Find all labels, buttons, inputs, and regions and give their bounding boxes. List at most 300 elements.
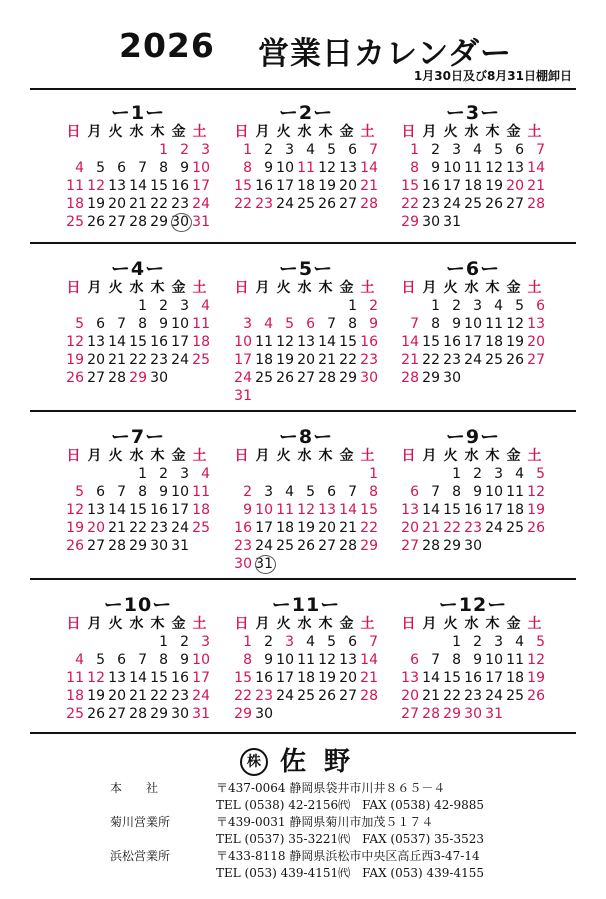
day-cell: 8 <box>159 160 168 176</box>
week-row <box>231 633 381 651</box>
day-cell: 1 <box>452 466 461 482</box>
month-grid <box>63 279 213 387</box>
week-row <box>398 483 548 501</box>
week-row <box>231 651 381 669</box>
week-row <box>63 141 213 159</box>
empty-cell <box>273 705 294 723</box>
day-cell: 27 <box>297 370 315 386</box>
day-cell: 23 <box>255 688 273 704</box>
weekday-label: 金 <box>506 616 521 632</box>
day-cell: 17 <box>255 520 273 536</box>
month-title: ー7ー <box>110 426 166 448</box>
week-row <box>231 555 381 573</box>
day-cell: 18 <box>192 334 210 350</box>
day-cell: 1 <box>369 466 378 482</box>
weekday-label: 日 <box>66 448 81 464</box>
day-cell: 19 <box>485 178 503 194</box>
empty-cell <box>461 213 482 231</box>
weekday-label: 金 <box>171 124 186 140</box>
week-row <box>63 669 213 687</box>
day-cell: 2 <box>159 298 168 314</box>
day-cell: 5 <box>75 484 84 500</box>
day-cell: 10 <box>192 160 210 176</box>
day-cell: 1 <box>159 634 168 650</box>
day-cell: 9 <box>369 316 378 332</box>
day-cell: 21 <box>108 352 126 368</box>
week-row <box>398 351 548 369</box>
weekday-label: 火 <box>443 616 458 632</box>
day-cell: 15 <box>129 334 147 350</box>
day-cell: 22 <box>234 196 252 212</box>
weekday-label: 日 <box>234 280 249 296</box>
day-cell: 5 <box>327 634 336 650</box>
weekday-label: 火 <box>108 448 123 464</box>
divider <box>30 410 576 412</box>
day-cell: 12 <box>485 160 503 176</box>
weekday-label: 火 <box>443 124 458 140</box>
empty-cell <box>294 387 315 405</box>
day-cell: 11 <box>192 484 210 500</box>
empty-cell <box>336 465 357 483</box>
day-cell: 13 <box>318 502 336 518</box>
day-cell: 28 <box>401 370 419 386</box>
day-cell: 6 <box>327 484 336 500</box>
day-cell: 27 <box>527 352 545 368</box>
empty-cell <box>419 465 440 483</box>
day-cell: 21 <box>129 196 147 212</box>
empty-cell <box>524 537 545 555</box>
weekday-label: 金 <box>339 280 354 296</box>
day-cell: 5 <box>515 298 524 314</box>
day-cell: 24 <box>255 538 273 554</box>
kabushiki-mark: 株 <box>240 748 268 776</box>
day-cell: 5 <box>96 160 105 176</box>
day-cell: 5 <box>494 142 503 158</box>
day-cell: 9 <box>431 160 440 176</box>
week-row <box>398 537 548 555</box>
day-cell: 7 <box>117 484 126 500</box>
day-cell: 30 <box>360 370 378 386</box>
month-grid <box>63 123 213 231</box>
day-cell: 27 <box>506 196 524 212</box>
weekday-label: 水 <box>464 280 479 296</box>
day-cell: 15 <box>360 502 378 518</box>
day-cell: 25 <box>276 538 294 554</box>
day-cell: 9 <box>473 652 482 668</box>
day-cell: 7 <box>327 316 336 332</box>
week-row <box>231 177 381 195</box>
week-row <box>231 297 381 315</box>
weekday-label: 火 <box>443 280 458 296</box>
day-cell: 10 <box>485 484 503 500</box>
day-cell: 12 <box>318 160 336 176</box>
day-cell: 30 <box>171 706 189 722</box>
day-cell: 6 <box>117 652 126 668</box>
empty-cell <box>336 555 357 573</box>
day-cell: 16 <box>422 178 440 194</box>
company-footer <box>0 735 606 899</box>
day-cell: 29 <box>234 706 252 722</box>
day-cell: 4 <box>201 298 210 314</box>
day-cell: 19 <box>506 334 524 350</box>
weekday-label: 木 <box>485 280 500 296</box>
weekday-label: 金 <box>339 448 354 464</box>
empty-cell <box>482 369 503 387</box>
day-cell: 27 <box>401 538 419 554</box>
calendar-year: 2026 <box>119 26 215 65</box>
week-row <box>231 483 381 501</box>
day-cell: 29 <box>339 370 357 386</box>
weekday-row <box>398 279 548 297</box>
weekday-label: 水 <box>297 448 312 464</box>
day-cell: 13 <box>108 670 126 686</box>
location-label: 浜松営業所 <box>110 849 171 863</box>
divider <box>30 242 576 244</box>
day-cell: 3 <box>285 142 294 158</box>
empty-cell <box>252 465 273 483</box>
day-cell: 10 <box>485 652 503 668</box>
weekday-label: 木 <box>485 124 500 140</box>
empty-cell <box>461 369 482 387</box>
week-row <box>231 537 381 555</box>
day-cell: 18 <box>192 502 210 518</box>
day-cell: 19 <box>87 688 105 704</box>
week-row <box>231 369 381 387</box>
day-cell: 4 <box>515 634 524 650</box>
day-cell: 15 <box>443 670 461 686</box>
day-cell: 21 <box>527 178 545 194</box>
day-cell: 20 <box>339 670 357 686</box>
week-row <box>398 213 548 231</box>
day-cell: 16 <box>171 670 189 686</box>
day-cell: 11 <box>66 178 84 194</box>
week-row <box>231 501 381 519</box>
day-cell: 3 <box>201 634 210 650</box>
weekday-label: 月 <box>422 616 437 632</box>
day-cell: 3 <box>180 298 189 314</box>
day-cell: 16 <box>150 334 168 350</box>
day-cell: 8 <box>452 484 461 500</box>
day-cell: 15 <box>150 178 168 194</box>
day-cell: 7 <box>138 652 147 668</box>
empty-cell <box>315 297 336 315</box>
day-cell: 30 <box>464 538 482 554</box>
month-grid <box>63 615 213 723</box>
empty-cell <box>231 465 252 483</box>
day-cell: 16 <box>360 334 378 350</box>
day-cell: 11 <box>276 502 294 518</box>
empty-cell <box>189 369 210 387</box>
week-row <box>398 297 548 315</box>
day-cell: 21 <box>422 520 440 536</box>
month-title: ー3ー <box>445 102 501 124</box>
weekday-label: 月 <box>87 280 102 296</box>
day-cell: 25 <box>464 196 482 212</box>
empty-cell <box>84 465 105 483</box>
week-row <box>231 333 381 351</box>
month-title: ー8ー <box>278 426 334 448</box>
week-row <box>398 333 548 351</box>
day-cell: 21 <box>422 688 440 704</box>
day-cell: 22 <box>234 688 252 704</box>
day-cell: 6 <box>306 316 315 332</box>
day-cell: 30 <box>150 370 168 386</box>
day-cell: 28 <box>108 370 126 386</box>
day-cell: 25 <box>66 706 84 722</box>
day-cell: 28 <box>108 538 126 554</box>
day-cell: 19 <box>66 352 84 368</box>
day-cell: 3 <box>285 634 294 650</box>
day-cell: 21 <box>339 520 357 536</box>
day-cell: 8 <box>348 316 357 332</box>
weekday-label: 月 <box>422 124 437 140</box>
empty-cell <box>105 633 126 651</box>
empty-cell <box>294 555 315 573</box>
day-cell: 12 <box>87 178 105 194</box>
day-cell: 4 <box>306 142 315 158</box>
day-cell: 17 <box>276 670 294 686</box>
day-cell: 29 <box>129 370 147 386</box>
day-cell: 7 <box>138 160 147 176</box>
empty-cell <box>357 387 378 405</box>
day-cell: 18 <box>506 670 524 686</box>
day-cell: 16 <box>150 502 168 518</box>
day-cell: 24 <box>464 352 482 368</box>
day-cell: 8 <box>159 652 168 668</box>
day-cell: 30 <box>150 538 168 554</box>
empty-cell <box>336 387 357 405</box>
weekday-label: 木 <box>318 448 333 464</box>
week-row <box>231 465 381 483</box>
day-cell: 9 <box>180 160 189 176</box>
weekday-row <box>231 279 381 297</box>
weekday-row <box>63 615 213 633</box>
weekday-label: 土 <box>360 616 375 632</box>
day-cell: 1 <box>138 466 147 482</box>
weekday-label: 日 <box>401 124 416 140</box>
week-row <box>398 705 548 723</box>
day-cell: 14 <box>129 178 147 194</box>
day-cell: 15 <box>234 670 252 686</box>
day-cell: 16 <box>464 502 482 518</box>
day-cell: 6 <box>96 484 105 500</box>
month-title: ー12ー <box>438 594 508 616</box>
day-cell: 24 <box>485 520 503 536</box>
day-cell: 24 <box>171 520 189 536</box>
week-row <box>231 315 381 333</box>
day-cell: 5 <box>327 142 336 158</box>
day-cell: 15 <box>401 178 419 194</box>
weekday-label: 水 <box>297 124 312 140</box>
weekday-label: 日 <box>234 124 249 140</box>
day-cell: 4 <box>473 142 482 158</box>
empty-cell <box>482 213 503 231</box>
day-cell: 31 <box>234 388 252 404</box>
day-cell: 5 <box>306 484 315 500</box>
weekday-label: 水 <box>129 124 144 140</box>
week-row <box>231 141 381 159</box>
day-cell: 13 <box>506 160 524 176</box>
weekday-label: 水 <box>297 280 312 296</box>
day-cell: 15 <box>150 670 168 686</box>
day-cell: 23 <box>255 196 273 212</box>
day-cell: 24 <box>192 196 210 212</box>
day-cell: 26 <box>527 688 545 704</box>
week-row <box>63 465 213 483</box>
empty-cell <box>419 633 440 651</box>
day-cell: 3 <box>452 142 461 158</box>
day-cell: 1 <box>243 634 252 650</box>
empty-cell <box>503 537 524 555</box>
day-cell: 11 <box>485 316 503 332</box>
day-cell: 9 <box>264 652 273 668</box>
month-grid <box>231 447 381 573</box>
day-cell: 28 <box>339 538 357 554</box>
empty-cell <box>105 141 126 159</box>
day-cell: 14 <box>422 502 440 518</box>
week-row <box>398 687 548 705</box>
day-cell: 25 <box>297 688 315 704</box>
day-cell: 24 <box>192 688 210 704</box>
day-cell: 18 <box>297 178 315 194</box>
day-cell: 13 <box>87 334 105 350</box>
empty-cell <box>482 537 503 555</box>
day-cell: 3 <box>473 298 482 314</box>
location-address: 〒437-0064 静岡県袋井市川井８６５－４ <box>216 781 446 795</box>
week-row <box>63 501 213 519</box>
day-cell: 9 <box>180 652 189 668</box>
day-cell: 14 <box>360 160 378 176</box>
empty-cell <box>315 705 336 723</box>
day-cell: 5 <box>536 466 545 482</box>
day-cell: 18 <box>255 352 273 368</box>
weekday-row <box>398 615 548 633</box>
day-cell: 8 <box>243 160 252 176</box>
day-cell: 22 <box>150 688 168 704</box>
day-cell: 15 <box>129 502 147 518</box>
empty-cell <box>273 387 294 405</box>
day-cell: 31 <box>443 214 461 230</box>
day-cell: 4 <box>75 160 84 176</box>
day-cell: 13 <box>108 178 126 194</box>
week-row <box>63 333 213 351</box>
day-cell: 14 <box>318 334 336 350</box>
day-cell: 25 <box>255 370 273 386</box>
weekday-label: 土 <box>527 280 542 296</box>
day-cell: 10 <box>192 652 210 668</box>
weekday-label: 日 <box>401 616 416 632</box>
day-cell: 17 <box>485 502 503 518</box>
empty-cell <box>231 297 252 315</box>
month-title: ー10ー <box>103 594 173 616</box>
day-cell: 11 <box>297 160 315 176</box>
week-row <box>63 195 213 213</box>
day-cell: 5 <box>96 652 105 668</box>
empty-cell <box>503 705 524 723</box>
empty-cell <box>357 705 378 723</box>
day-cell: 15 <box>422 334 440 350</box>
day-cell: 23 <box>443 352 461 368</box>
week-row <box>231 687 381 705</box>
weekday-row <box>231 447 381 465</box>
day-cell: 27 <box>87 370 105 386</box>
weekday-label: 月 <box>87 448 102 464</box>
day-cell: 22 <box>422 352 440 368</box>
day-cell: 16 <box>171 178 189 194</box>
day-cell: 23 <box>234 538 252 554</box>
day-cell: 7 <box>369 634 378 650</box>
month-grid <box>231 615 381 723</box>
week-row <box>63 159 213 177</box>
day-cell: 13 <box>87 502 105 518</box>
month-grid <box>398 615 548 723</box>
day-cell: 2 <box>264 142 273 158</box>
week-row <box>63 213 213 231</box>
inventory-note: 1月30日及び8月31日棚卸日 <box>413 69 572 83</box>
day-cell: 9 <box>473 484 482 500</box>
weekday-label: 金 <box>506 124 521 140</box>
week-row <box>398 315 548 333</box>
day-cell: 10 <box>255 502 273 518</box>
day-cell: 7 <box>348 484 357 500</box>
day-cell: 7 <box>410 316 419 332</box>
day-cell: 27 <box>87 538 105 554</box>
weekday-row <box>63 123 213 141</box>
day-cell: 21 <box>318 352 336 368</box>
day-cell: 17 <box>485 670 503 686</box>
day-cell: 14 <box>401 334 419 350</box>
month-title: ー1ー <box>110 102 166 124</box>
day-cell: 15 <box>234 178 252 194</box>
weekday-row <box>398 123 548 141</box>
day-cell: 24 <box>276 688 294 704</box>
day-cell: 30 <box>443 370 461 386</box>
weekday-row <box>231 123 381 141</box>
day-cell: 26 <box>87 706 105 722</box>
day-cell: 9 <box>264 160 273 176</box>
empty-cell <box>84 297 105 315</box>
weekday-label: 日 <box>66 280 81 296</box>
day-cell: 27 <box>108 706 126 722</box>
day-cell: 29 <box>150 214 168 230</box>
month-title: ー2ー <box>278 102 334 124</box>
day-cell: 16 <box>255 670 273 686</box>
weekday-label: 月 <box>87 124 102 140</box>
day-cell: 20 <box>527 334 545 350</box>
month-title: ー5ー <box>278 258 334 280</box>
day-cell: 8 <box>243 652 252 668</box>
week-row <box>398 177 548 195</box>
weekday-label: 水 <box>464 448 479 464</box>
weekday-label: 土 <box>527 616 542 632</box>
day-cell: 24 <box>171 352 189 368</box>
weekday-label: 火 <box>276 616 291 632</box>
day-cell: 7 <box>117 316 126 332</box>
weekday-label: 月 <box>422 448 437 464</box>
day-cell: 1 <box>452 634 461 650</box>
day-cell: 22 <box>129 352 147 368</box>
day-cell: 6 <box>348 634 357 650</box>
day-cell: 7 <box>536 142 545 158</box>
day-cell: 11 <box>66 670 84 686</box>
week-row <box>398 501 548 519</box>
day-cell: 19 <box>66 520 84 536</box>
empty-cell <box>168 369 189 387</box>
day-cell: 26 <box>87 214 105 230</box>
month-grid <box>63 447 213 555</box>
day-cell: 25 <box>506 520 524 536</box>
empty-cell <box>273 465 294 483</box>
